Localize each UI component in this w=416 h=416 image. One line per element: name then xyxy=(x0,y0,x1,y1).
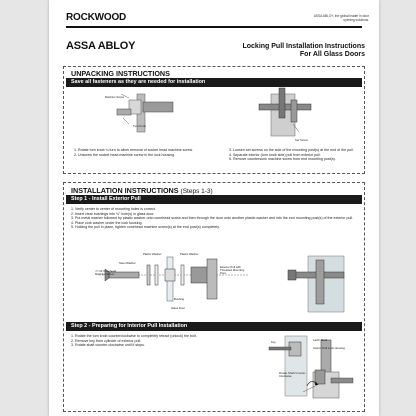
page-title xyxy=(145,43,365,59)
assa-abloy-logo: ASSA ABLOY xyxy=(66,40,136,52)
title-line-2: For All Glass Doors xyxy=(299,51,365,58)
unpacking-heading: UNPACKING INSTRUCTIONS xyxy=(71,69,170,78)
instruction-sheet xyxy=(49,0,379,416)
title-line-1: Locking Pull Installation Instructions xyxy=(242,43,365,50)
plastic-washer-label-right: Plastic Washer xyxy=(180,252,199,256)
unpacking-step-4: 4. Separate interior (turn knob side) pull from exterior pull. xyxy=(229,152,321,157)
set-screw-label: Set Screw xyxy=(295,138,308,142)
step1-bar: Step 1 - Install Exterior Pull xyxy=(66,195,362,204)
exterior-pull-label: Exterior Pull with Threaded Mounting Post xyxy=(220,265,245,276)
conehead-screw-label: ⅞"-13 Conehead Machine Screw xyxy=(95,269,117,277)
unpacking-step-5: 5. Remove countersunk machine screw from end mounting post(s). xyxy=(229,157,336,162)
step2-item-1: 1. Rotate the turn knob counterclockwise to completely retract (unlock) the bolt. xyxy=(71,334,197,338)
set-screw-diagram xyxy=(249,86,319,141)
unpacking-steps-right xyxy=(229,148,364,162)
rockwood-logo: ROCKWOOD xyxy=(66,12,127,23)
latch-shaft-label: Latch Shaft xyxy=(313,338,328,342)
key-label: Key xyxy=(271,340,276,344)
unpacking-step-2: 2. Unscrew the socket head machine screw in the lock housing. xyxy=(74,152,176,157)
step1-item-4: 4. Place cork washer under the lock housing. xyxy=(71,220,143,225)
assembled-exterior-pull xyxy=(284,250,364,320)
installation-heading-suffix: (Steps 1-3) xyxy=(180,188,213,195)
step2-bar: Step 2 - Preparing for Interior Pull Installation xyxy=(66,322,362,331)
unpacking-steps-left xyxy=(74,148,204,157)
machine-screw-label: Machine Screw xyxy=(105,95,125,99)
glass-door-label: Glass Door xyxy=(171,306,185,310)
step1-item-3: 3. Put metal washer followed by plastic washer onto conehead screw and then through the door onto another plastic washer and into the end mounting post(s) of the exterior pull. xyxy=(71,216,354,221)
bushing-label: Bushing xyxy=(174,297,185,301)
step2-item-3: 3. Rotate shaft counter-clockwise until it stops. xyxy=(71,343,145,348)
step1-instructions xyxy=(71,207,361,230)
step2-item-2: 2. Remove key from cylinder of exterior pull. xyxy=(71,338,142,343)
tagline: ASSA ABLOY, the global leader in door opening solutions. xyxy=(313,14,369,22)
interior-pull-label: Interior Pull Lock Housing xyxy=(313,346,345,350)
exterior-pull-diagram xyxy=(89,253,259,313)
installation-heading xyxy=(71,186,213,195)
unpacking-bar: Save all fasteners as they are needed for installation xyxy=(66,78,362,87)
installation-heading-text: INSTALLATION INSTRUCTIONS xyxy=(71,186,179,195)
step1-item-5: 5. Holding the pull in place, tighten conehead machine screw(s) at the end post(s) completely. xyxy=(71,225,220,230)
turn-knob-label: Turn Knob xyxy=(133,124,146,128)
step2-instructions xyxy=(71,334,206,348)
interior-pull-diagram xyxy=(249,334,364,406)
unpacking-step-3: 3. Loosen set screws on the side of the mounting post(s) at the end of the pull. xyxy=(229,148,354,152)
logo-rule xyxy=(66,26,362,28)
rotate-shaft-label: Rotate Shaft Counter-Clockwise xyxy=(279,371,307,379)
step1-item-2: 2. Insert clear bushings into ¾" hole(s) in glass door. xyxy=(71,211,155,216)
plastic-washer-label-left: Plastic Washer xyxy=(143,252,162,256)
steel-washer-label: Steel Washer xyxy=(119,261,136,265)
step1-item-1: 1. Verify center to center of mounting holes is correct. xyxy=(71,207,156,211)
unpacking-step-1: 1. Rotate turn knob ¼ turn to allow removal of socket head machine screw. xyxy=(74,148,193,152)
